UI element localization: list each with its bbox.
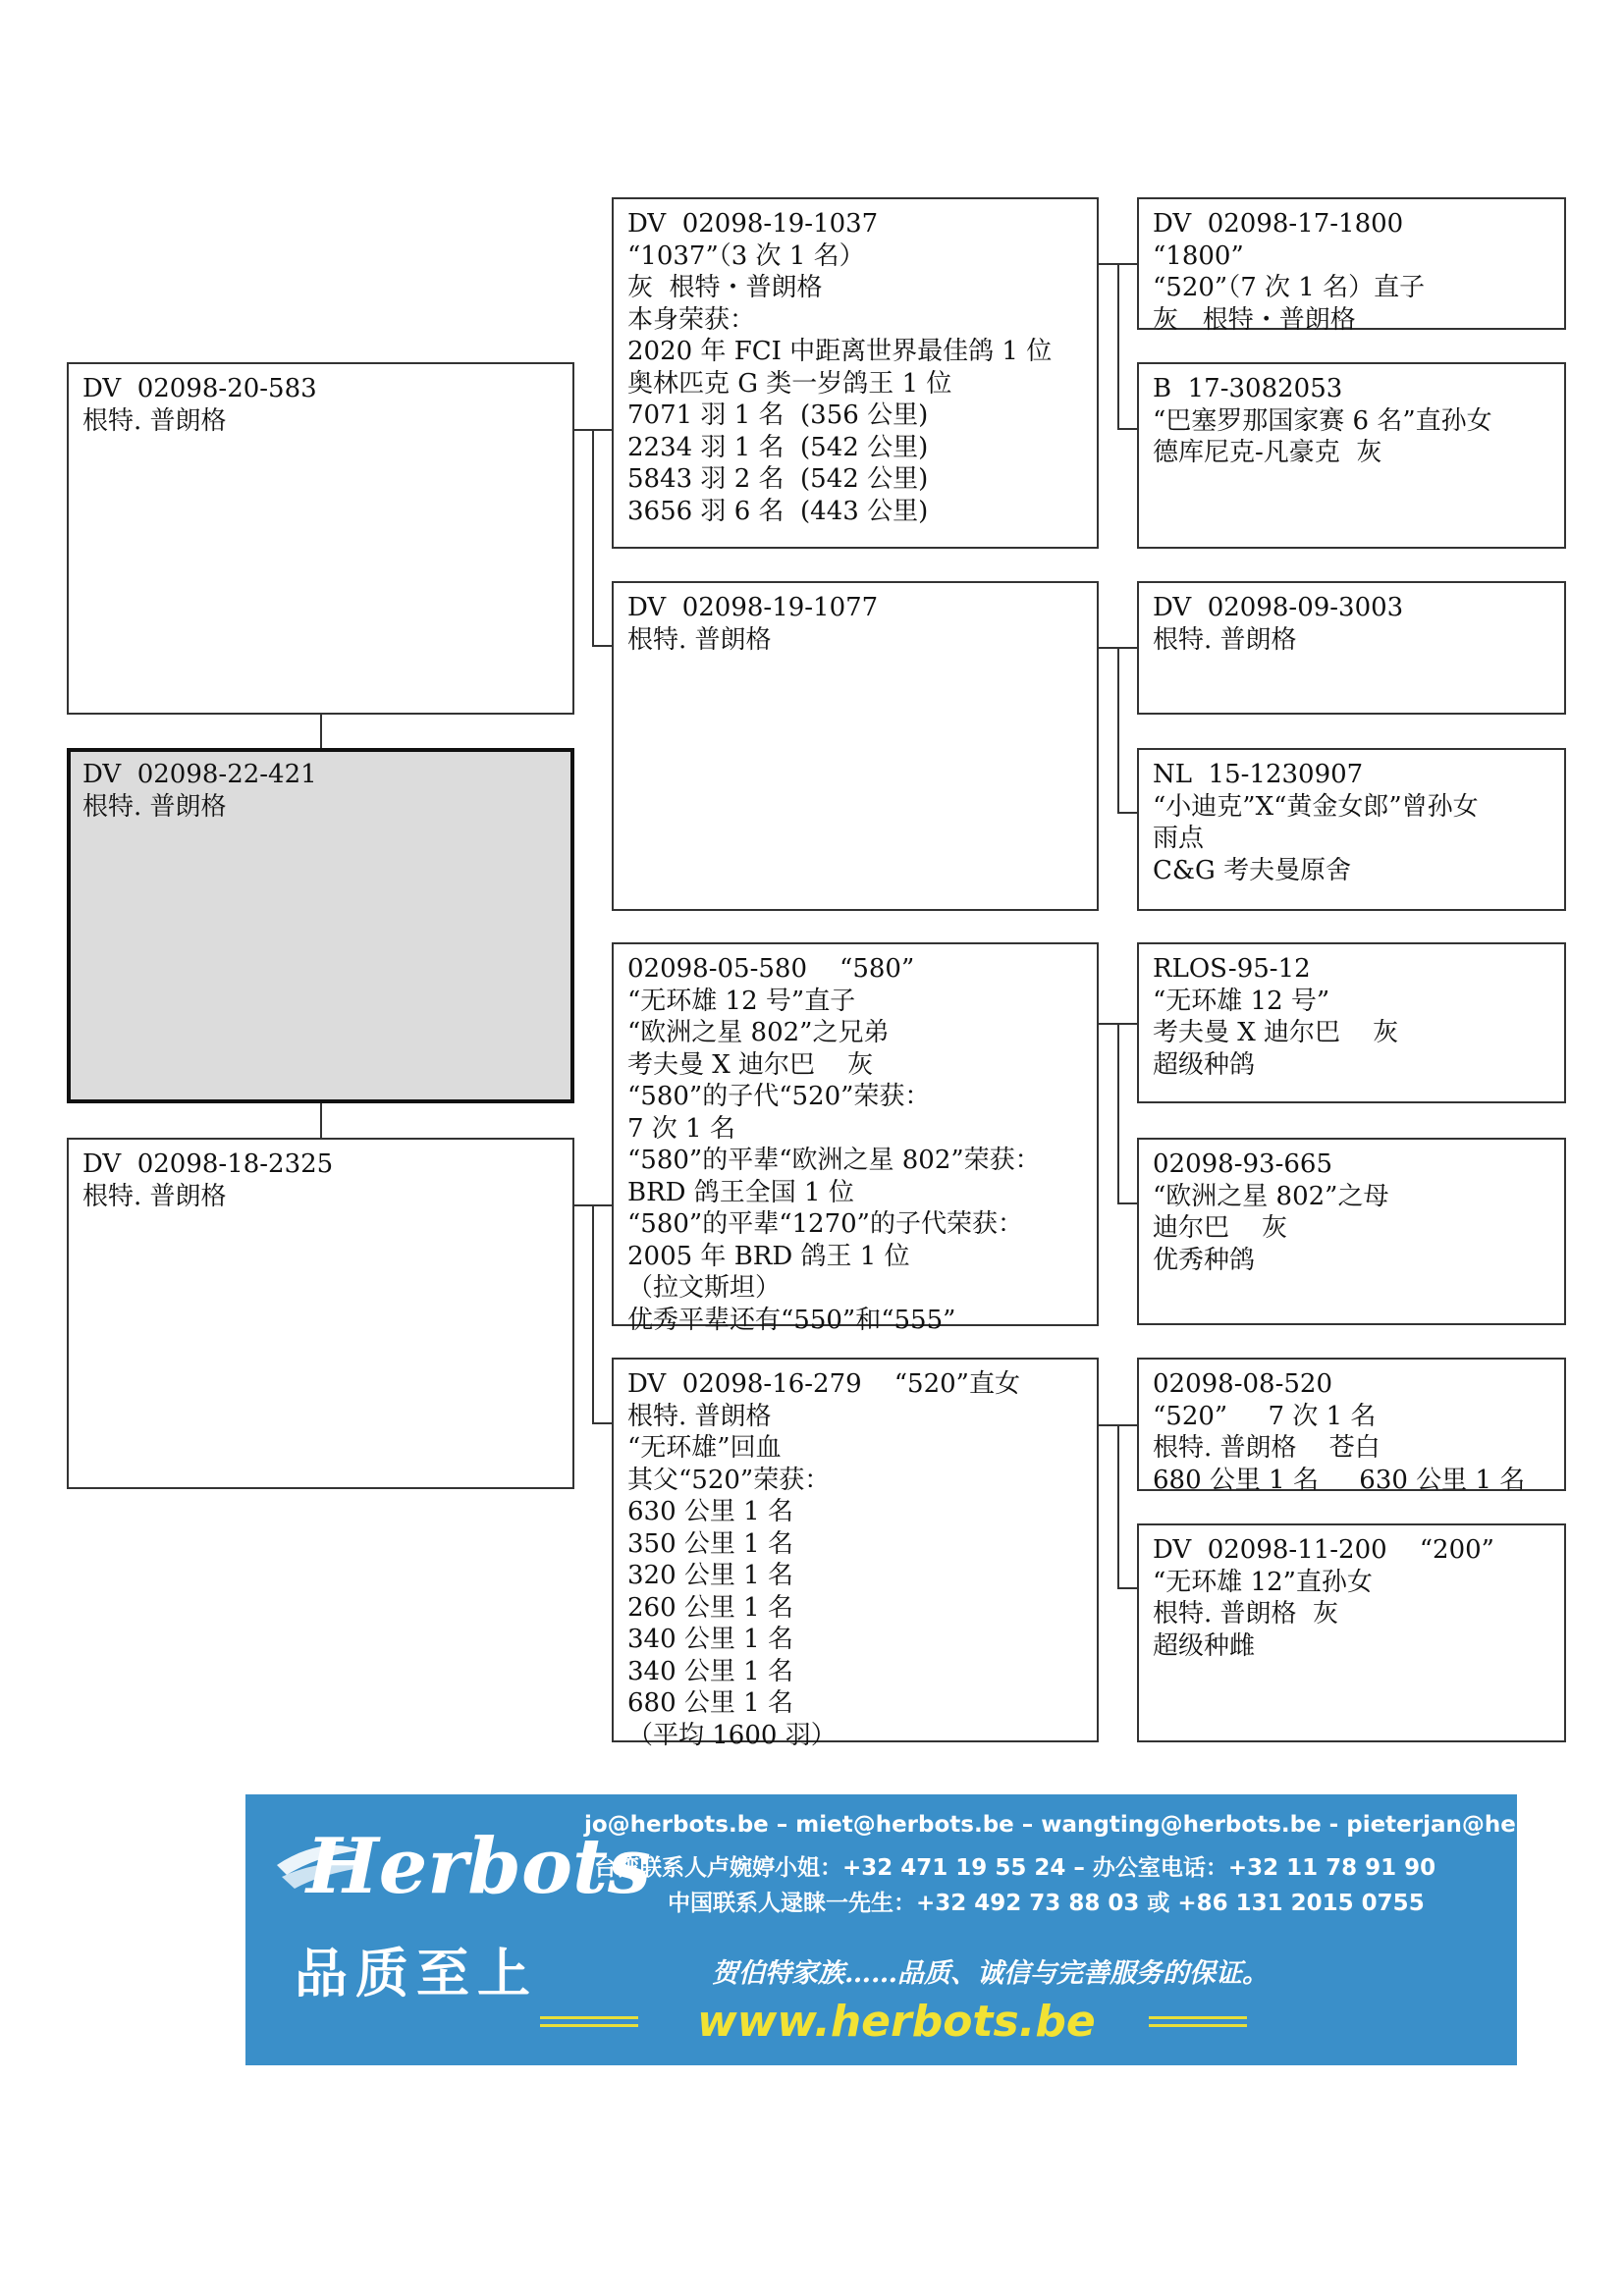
pedigree-line: 考夫曼 X 迪尔巴 灰 [1153, 1018, 1399, 1047]
pedigree-line: 02098-05-580 “580” [627, 954, 915, 984]
pedigree-line: B 17-3082053 [1153, 374, 1343, 403]
pedigree-line: DV 02098-17-1800 [1153, 209, 1404, 239]
pedigree-line: 本身荣获： [627, 304, 756, 335]
connector-ds-h [1099, 1023, 1118, 1025]
taiwan-contact: 台湾联系人卢婉婷小姐：+32 471 19 55 24 – 办公室电话：+32 11 78 91 90 [594, 1855, 1436, 1881]
pedigree-line: 02098-08-520 [1153, 1369, 1332, 1399]
connector-dd-b [1117, 1587, 1137, 1589]
pedigree-line: “520”（7 次 1 名）直子 [1153, 273, 1426, 302]
pedigree-line: “无环雄”回血 [627, 1433, 782, 1463]
pedigree-line: “无环雄 12 号” [1153, 986, 1330, 1016]
pedigree-line: 奥林匹克 G 类一岁鸽王 1 位 [627, 368, 952, 399]
connector-dd-a [1117, 1424, 1137, 1426]
dash-right-2 [1149, 2024, 1247, 2027]
connector-ds-a [1117, 1023, 1137, 1025]
pedigree-line: “巴塞罗那国家赛 6 名”直孙女 [1153, 405, 1492, 436]
pedigree-line: DV 02098-18-2325 [82, 1149, 334, 1179]
pedigree-line: 超级种雌 [1153, 1630, 1256, 1661]
pedigree-line: 340 公里 1 名 [627, 1625, 793, 1654]
pedigree-line: “580”的子代“520”荣获： [627, 1082, 931, 1111]
connector-sire-v [592, 429, 594, 647]
pedigree-line: 根特. 普朗格 [627, 624, 772, 655]
pedigree-line: 7 次 1 名 [627, 1113, 735, 1144]
pedigree-line: 根特. 普朗格 [82, 1181, 227, 1211]
sire-box [67, 362, 574, 715]
ds-dam-box [1137, 1138, 1566, 1325]
connector-ss-v [1099, 263, 1118, 265]
pedigree-line: DV 02098-16-279 “520”直女 [627, 1369, 1020, 1399]
connector-ss-vv [1117, 263, 1119, 428]
herbots-logo [267, 1806, 651, 1924]
slogan: 品质至上 [295, 1943, 538, 2004]
pedigree-line: 2020 年 FCI 中距离世界最佳鸽 1 位 [627, 337, 1053, 366]
logo-text: Herbots [306, 1822, 651, 1911]
pedigree-line: 灰 根特・普朗格 [627, 273, 823, 302]
connector-sd-b [1117, 812, 1137, 814]
pedigree-line: DV 02098-20-583 [82, 374, 317, 403]
connector-ds-b [1117, 1202, 1137, 1204]
connector-dam-dd [592, 1422, 612, 1424]
connector-sd-h [1099, 647, 1118, 649]
connector-dam-v [592, 1204, 594, 1424]
connector-sire-h [574, 429, 593, 431]
connector-ds-vv [1117, 1023, 1119, 1204]
dash-left-1 [540, 2016, 638, 2019]
pedigree-line: 优秀种鸽 [1153, 1245, 1256, 1275]
connector-dam-h [574, 1204, 593, 1206]
sire-sire-box [612, 197, 1099, 549]
pedigree-line: 考夫曼 X 迪尔巴 灰 [627, 1049, 874, 1080]
pedigree-line: 630 公里 1 名 [627, 1497, 793, 1526]
pedigree-line: 根特. 普朗格 灰 [1153, 1599, 1339, 1629]
connector-sire-sd [592, 645, 612, 647]
pedigree-line: 根特. 普朗格 [627, 1401, 772, 1431]
connector-sd-a [1117, 647, 1137, 649]
connector-sire-ss [592, 429, 612, 431]
pedigree-line: （平均 1600 羽） [627, 1720, 837, 1750]
pedigree-line: “1800” [1153, 240, 1244, 271]
dam-dam-box [612, 1358, 1099, 1750]
connector-dd-vv [1117, 1424, 1119, 1589]
pedigree-line: “小迪克”X“黄金女郎”曾孙女 [1153, 791, 1479, 822]
pedigree-line: BRD 鸽王全国 1 位 [627, 1177, 854, 1207]
tagline: 贺伯特家族……品质、诚信与完善服务的保证。 [712, 1958, 1269, 1989]
pedigree-line: “欧洲之星 802”之母 [1153, 1181, 1389, 1211]
pedigree-line: NL 15-1230907 [1153, 760, 1364, 789]
pedigree-line: “520” 7 次 1 名 [1153, 1401, 1377, 1431]
pedigree-line: 迪尔巴 灰 [1153, 1213, 1288, 1243]
pedigree-line: 根特. 普朗格 [82, 405, 227, 436]
pedigree-line: 其父“520”荣获： [627, 1465, 831, 1495]
ds-sire-box [1137, 942, 1566, 1103]
connector-subject-dam [320, 1103, 322, 1138]
pedigree-line: 根特. 普朗格 [82, 791, 227, 822]
pedigree-line: 320 公里 1 名 [627, 1561, 793, 1590]
pedigree-line: “无环雄 12 号”直子 [627, 986, 856, 1016]
emails-line: jo@herbots.be – miet@herbots.be – wangting@herbots.be - pieterjan@herbots.be [584, 1812, 1623, 1838]
dash-left-2 [540, 2024, 638, 2027]
pedigree-line: 02098-93-665 [1153, 1149, 1332, 1179]
dd-sire-box [1137, 1358, 1566, 1495]
pedigree-line: “无环雄 12”直孙女 [1153, 1567, 1373, 1597]
connector-dam-ds [592, 1204, 612, 1206]
ss-dam-box [1137, 362, 1566, 549]
pedigree-line: “580”的平辈“欧洲之星 802”荣获： [627, 1146, 1041, 1175]
pedigree-line: 2005 年 BRD 鸽王 1 位 [627, 1241, 910, 1271]
pedigree-line: DV 02098-11-200 “200” [1153, 1535, 1494, 1565]
pedigree-line: DV 02098-19-1077 [627, 593, 879, 622]
ss-sire-box [1137, 197, 1566, 335]
pedigree-line: 680 公里 1 名 630 公里 1 名 [1153, 1465, 1526, 1495]
china-contact: 中国联系人逯睐一先生：+32 492 73 88 03 或 +86 131 2015 0755 [668, 1891, 1425, 1916]
pedigree-line: 340 公里 1 名 [627, 1656, 793, 1686]
dam-box [67, 1138, 574, 1489]
pedigree-line: DV 02098-19-1037 [627, 209, 879, 239]
dam-sire-box [612, 942, 1099, 1335]
sd-sire-box [1137, 581, 1566, 715]
connector-dd-h [1099, 1424, 1118, 1426]
pedigree-line: C&G 考夫曼原舍 [1153, 855, 1352, 885]
connector-sd-vv [1117, 647, 1119, 814]
pedigree-line: 680 公里 1 名 [627, 1688, 793, 1718]
website-link[interactable]: www.herbots.be [697, 1997, 1096, 2047]
pedigree-line: 根特. 普朗格 [1153, 624, 1297, 655]
dash-right-1 [1149, 2016, 1247, 2019]
sire-dam-box [612, 581, 1099, 911]
pedigree-line: “欧洲之星 802”之兄弟 [627, 1018, 890, 1047]
pedigree-line: 5843 羽 2 名 (542 公里) [627, 464, 929, 494]
subject-box [67, 748, 574, 1103]
pedigree-line: 德库尼克-凡豪克 灰 [1153, 438, 1382, 467]
sd-dam-box [1137, 748, 1566, 911]
pedigree-line: 2234 羽 1 名 (542 公里) [627, 432, 929, 462]
pedigree-line: 7071 羽 1 名 (356 公里) [627, 400, 929, 430]
connector-sire-subject [320, 715, 322, 748]
pedigree-line: RLOS-95-12 [1153, 954, 1311, 984]
connector-ss-a [1117, 263, 1137, 265]
dd-dam-box [1137, 1523, 1566, 1742]
pedigree-line: 260 公里 1 名 [627, 1592, 793, 1623]
pedigree-line: “1037”（3 次 1 名） [627, 240, 865, 271]
pedigree-line: DV 02098-22-421 [82, 760, 317, 789]
pedigree-line: 优秀平辈还有“550”和“555” [627, 1305, 956, 1335]
pedigree-line: （拉文斯坦） [627, 1273, 782, 1303]
connector-ss-b [1117, 428, 1137, 430]
pedigree-line: 根特. 普朗格 苍白 [1153, 1433, 1380, 1463]
pedigree-line: 灰 根特・普朗格 [1153, 304, 1356, 335]
herbots-banner [245, 1794, 1623, 2065]
pedigree-line: DV 02098-09-3003 [1153, 593, 1404, 622]
pedigree-line: 雨点 [1153, 824, 1205, 853]
pedigree-line: 超级种鸽 [1153, 1049, 1256, 1080]
pedigree-line: 3656 羽 6 名 (443 公里) [627, 496, 929, 526]
pedigree-line: “580”的平辈“1270”的子代荣获： [627, 1209, 1023, 1239]
pedigree-line: 350 公里 1 名 [627, 1528, 793, 1559]
